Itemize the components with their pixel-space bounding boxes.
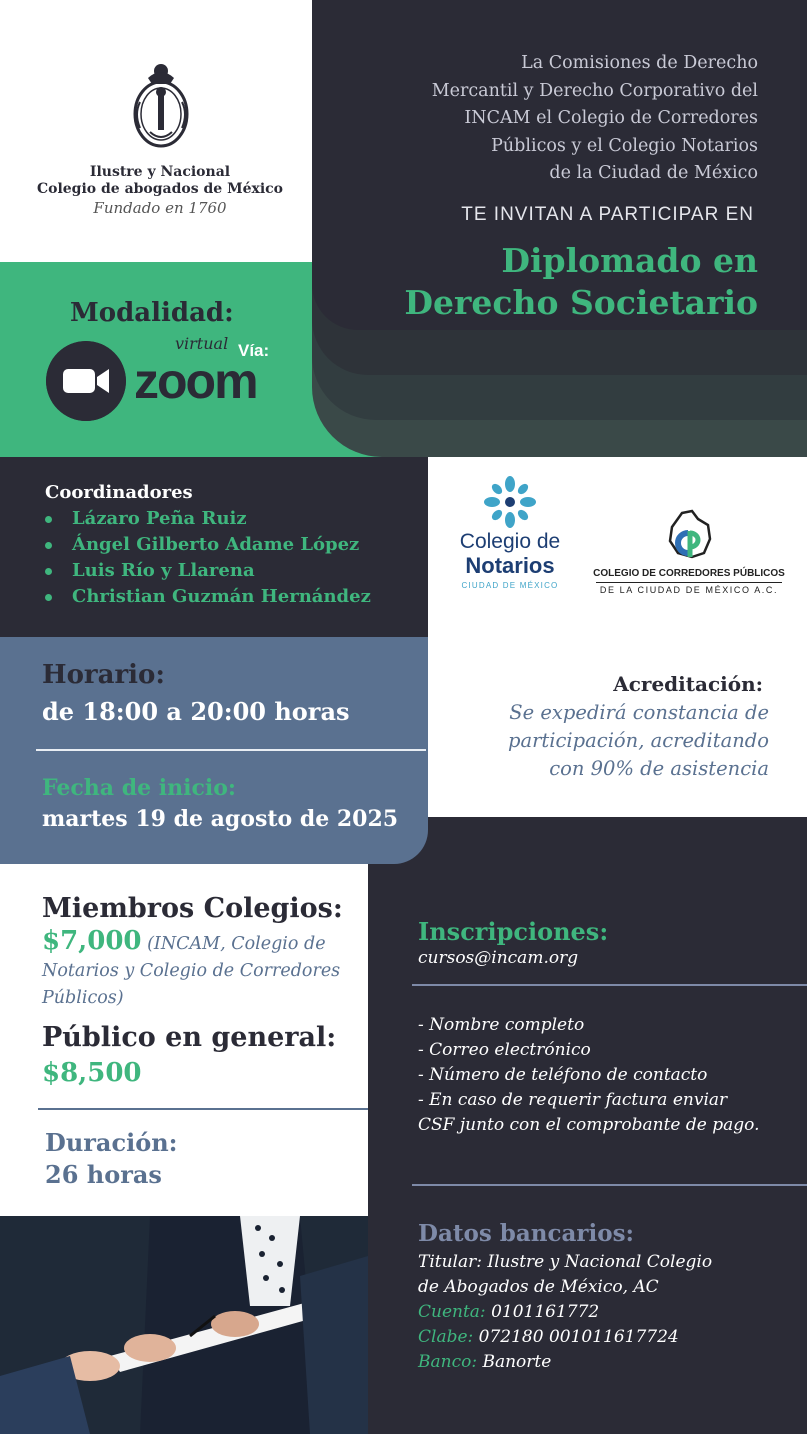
members-price-label: Miembros Colegios: [42,893,343,924]
college-seal-icon [128,62,194,154]
members-price-amount: $7,000 [42,926,142,956]
schedule-label: Horario: [42,660,165,690]
registration-email-link[interactable]: cursos@incam.org [418,948,579,968]
notarios-logo-line3: CIUDAD DE MÉXICO [461,581,559,590]
intro-line: Públicos y el Colegio Notarios [491,135,758,156]
banco-key: Banco: [418,1352,478,1372]
coordinators-list [45,506,371,610]
intro-line: Mercantil y Derecho Corporativo del [431,80,758,101]
banking-details [418,1250,798,1375]
schedule-value: de 18:00 a 20:00 horas [42,697,350,726]
intro-line: La Comisiones de Derecho [521,53,758,73]
org-name [20,164,300,198]
public-price-label: Público en general: [42,1022,337,1053]
banco-value: Banorte [482,1352,552,1372]
titular-line1: Titular: Ilustre y Nacional Colegio [418,1252,713,1272]
course-title [330,240,758,324]
coordinator-item: Lázaro Peña Ruiz [45,506,371,532]
members-price-note: (INCAM, Colegio de Notarios y Colegio de Corredores Públicos) [42,934,341,1008]
meeting-illustration-icon [0,1216,368,1434]
course-title-line2: Derecho Societario [404,283,758,322]
registration-divider-bottom [412,1184,807,1186]
intro-line: INCAM el Colegio de Corredores [464,108,758,128]
course-title-line1: Diplomado en [501,241,758,280]
accreditation-title: Acreditación: [613,672,763,696]
duration-label: Duración: [45,1128,178,1157]
clabe-row [418,1325,798,1350]
business-meeting-photo [0,1216,368,1434]
org-name-line2: Colegio de abogados de México [36,181,284,197]
coordinators-title: Coordinadores [45,482,193,503]
titular-line2: de Abogados de México, AC [418,1277,659,1297]
requirement-item: - Número de teléfono de contacto [418,1065,708,1085]
cuenta-row [418,1300,798,1325]
invite-text: TE INVITAN A PARTICIPAR EN [461,204,754,225]
accreditation-line: Se expedirá constancia de [509,701,769,724]
accreditation-line: con 90% de asistencia [549,757,769,780]
via-label: Vía: [238,341,270,360]
requirements-list [418,1013,788,1138]
cuenta-key: Cuenta: [418,1302,486,1322]
requirement-item: - Correo electrónico [418,1040,591,1060]
zoom-camera-icon [46,341,126,421]
coordinator-item: Ángel Gilberto Adame López [45,532,371,558]
coordinator-item: Luis Río y Llarena [45,558,371,584]
public-price-amount: $8,500 [42,1058,142,1088]
notarios-logo-line1: Colegio de [459,530,561,553]
org-founded: Fundado en 1760 [93,199,227,217]
registration-divider-top [412,984,807,986]
intro-line: de la Ciudad de México [549,163,758,183]
requirement-item: CSF junto con el comprobante de pago. [418,1115,760,1135]
corredores-divider [596,582,782,583]
requirement-item: - En caso de requerir factura enviar [418,1090,728,1110]
corredores-logo-line1: COLEGIO DE CORREDORES PÚBLICOS [593,568,785,579]
corredores-logo-line2: DE LA CIUDAD DE MÉXICO A.C. [599,585,779,595]
clabe-key: Clabe: [418,1327,474,1347]
start-date-value: martes 19 de agosto de 2025 [42,806,399,832]
registration-label: Inscripciones: [418,917,609,946]
cuenta-value: 0101161772 [491,1302,600,1322]
modality-value: virtual [175,334,229,353]
pricing-divider [38,1108,368,1110]
members-price [42,928,352,1012]
intro-text [350,50,758,188]
corredores-cp-logo-icon [664,509,716,565]
banking-label: Datos bancarios: [418,1220,635,1247]
coordinator-item: Christian Guzmán Hernández [45,584,371,610]
accreditation-line: participación, acreditando [508,729,769,752]
modality-label: Modalidad: [70,298,234,328]
notarios-flower-icon [482,474,538,530]
zoom-wordmark: zoom [134,353,257,409]
start-date-label: Fecha de inicio: [42,775,237,801]
clabe-value: 072180 001011617724 [478,1327,679,1347]
duration-value: 26 horas [45,1160,162,1189]
schedule-divider [36,749,426,751]
accreditation-text [440,699,769,783]
requirement-item: - Nombre completo [418,1015,585,1035]
notarios-logo-line2: Notarios [465,553,555,578]
banco-row [418,1350,798,1375]
org-name-line1: Ilustre y Nacional [89,164,231,180]
